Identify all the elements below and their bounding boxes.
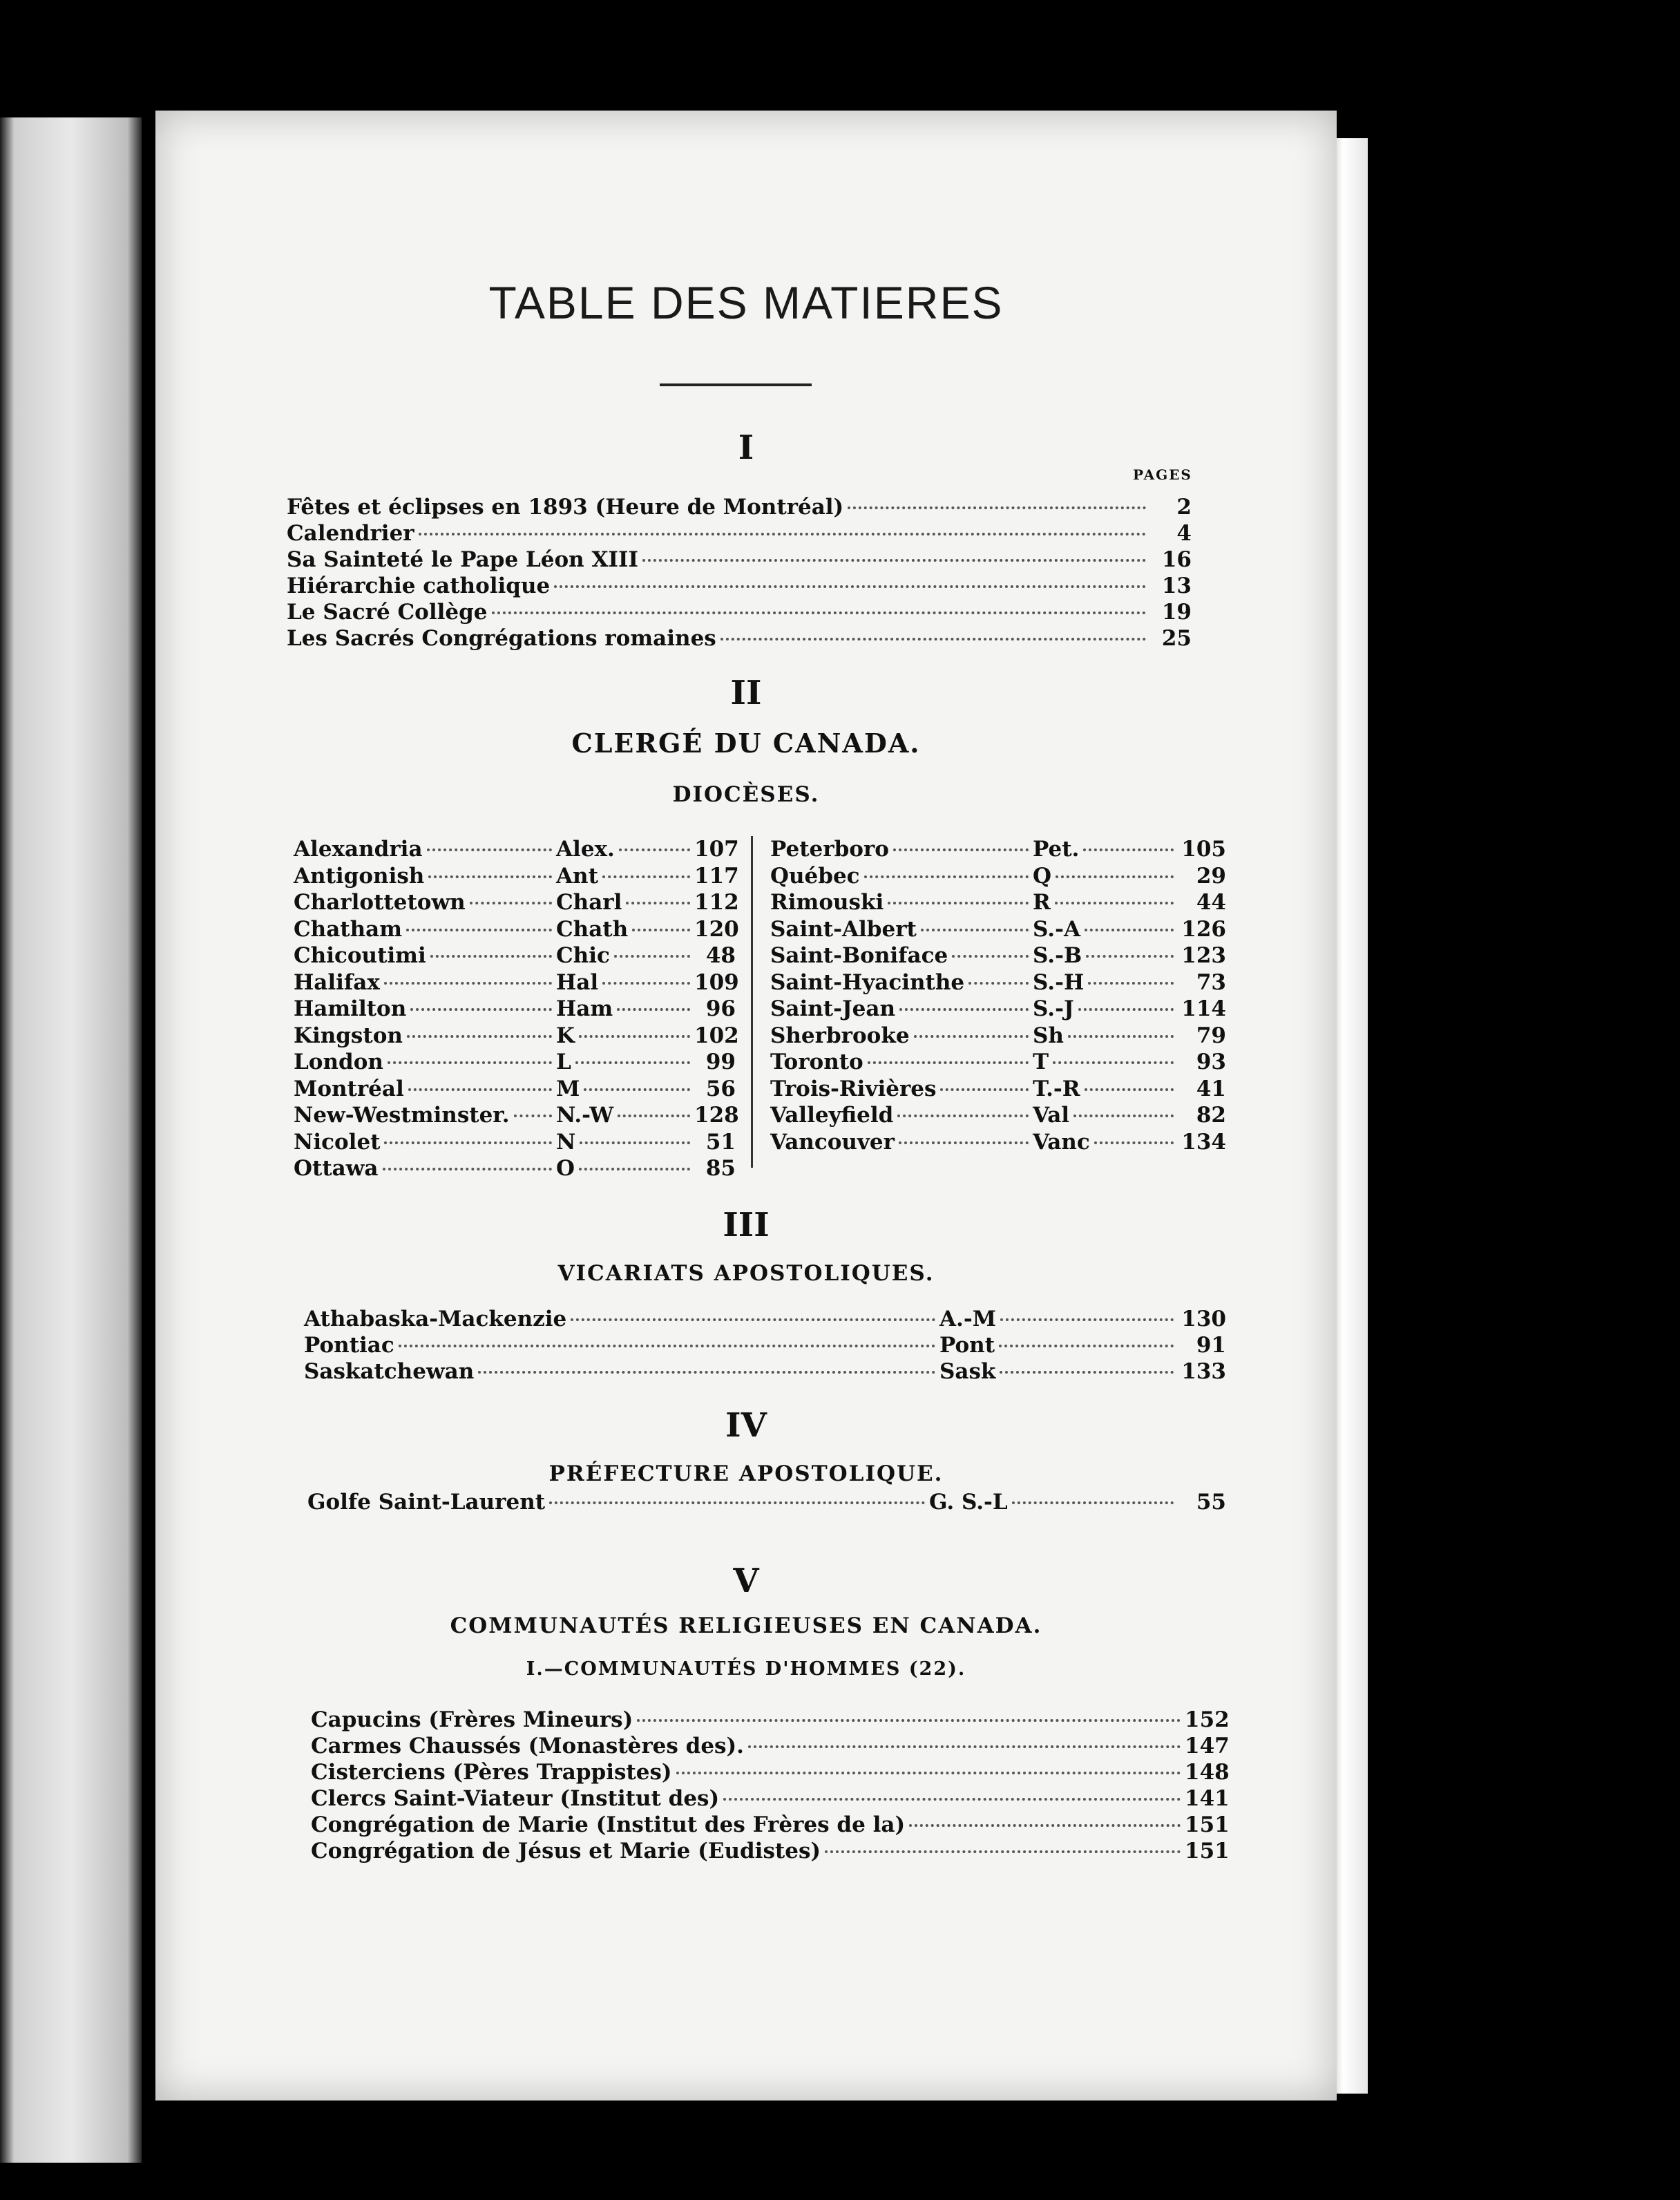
title-rule bbox=[660, 383, 812, 386]
section-5-heading: COMMUNAUTÉS RELIGIEUSES EN CANADA. bbox=[450, 1613, 1042, 1638]
entry-name: Hamilton bbox=[294, 996, 407, 1021]
entry-page-number: 130 bbox=[1181, 1307, 1226, 1331]
toc-entry[interactable] bbox=[770, 1023, 1226, 1049]
toc-entry[interactable] bbox=[311, 1785, 1230, 1812]
column-divider bbox=[751, 836, 753, 1168]
entry-name: Chatham bbox=[294, 916, 403, 942]
dot-leader bbox=[897, 1115, 1029, 1117]
dot-leader bbox=[1012, 1501, 1174, 1504]
entry-abbreviation: S.-J bbox=[1033, 996, 1074, 1021]
entry-abbreviation: N bbox=[556, 1129, 576, 1155]
toc-entry[interactable] bbox=[770, 836, 1226, 862]
dot-leader bbox=[748, 1745, 1181, 1748]
entry-page-number: 93 bbox=[1196, 1050, 1226, 1074]
section-3-number: III bbox=[723, 1206, 770, 1244]
entry-name: London bbox=[294, 1050, 383, 1074]
section-2-subheading: DIOCÈSES. bbox=[672, 782, 820, 807]
entry-name: Saint-Boniface bbox=[770, 943, 948, 968]
entry-page-number: 55 bbox=[1196, 1490, 1226, 1515]
toc-entry[interactable] bbox=[311, 1733, 1230, 1759]
entry-name: Charlottetown bbox=[294, 890, 466, 915]
entry-page-number: 13 bbox=[1161, 573, 1192, 598]
entry-name: Saint-Albert bbox=[770, 916, 917, 942]
toc-entry[interactable] bbox=[287, 599, 1192, 625]
dot-leader bbox=[1086, 955, 1174, 958]
entry-page-number: 109 bbox=[694, 969, 739, 995]
entry-page-number: 133 bbox=[1181, 1359, 1226, 1384]
dot-leader bbox=[632, 929, 690, 931]
toc-entry[interactable] bbox=[287, 520, 1192, 547]
toc-entry[interactable] bbox=[294, 836, 739, 862]
dot-leader bbox=[470, 902, 552, 904]
entry-label: Carmes Chaussés (Monastères des). bbox=[311, 1734, 744, 1758]
entry-page-number: 48 bbox=[705, 943, 736, 968]
entry-page-number: 112 bbox=[694, 890, 739, 915]
toc-entry[interactable] bbox=[304, 1332, 1226, 1358]
dot-leader bbox=[899, 1141, 1029, 1144]
dot-leader bbox=[579, 1168, 690, 1170]
dot-leader bbox=[614, 955, 690, 958]
entry-name: Peterboro bbox=[770, 837, 889, 862]
dot-leader bbox=[825, 1850, 1181, 1853]
dot-leader bbox=[893, 848, 1029, 851]
toc-entry[interactable] bbox=[770, 1102, 1226, 1128]
entry-label: Congrégation de Marie (Institut des Frères de la) bbox=[311, 1812, 906, 1837]
dot-leader bbox=[1073, 1115, 1174, 1117]
dot-leader bbox=[584, 1088, 690, 1091]
entry-page-number: 4 bbox=[1176, 521, 1192, 546]
toc-entry[interactable] bbox=[294, 1076, 736, 1102]
dot-leader bbox=[1085, 929, 1174, 931]
entry-name: Vancouver bbox=[770, 1129, 895, 1155]
entry-name: Athabaska-Mackenzie bbox=[304, 1307, 567, 1331]
dot-leader bbox=[1000, 1318, 1174, 1321]
dot-leader bbox=[514, 1115, 552, 1117]
entry-page-number: 114 bbox=[1181, 996, 1226, 1021]
entry-page-number: 29 bbox=[1196, 863, 1226, 889]
entry-name: Golfe Saint-Laurent bbox=[307, 1490, 546, 1515]
toc-entry[interactable] bbox=[770, 1049, 1226, 1075]
entry-label: Fêtes et éclipses en 1893 (Heure de Montréal) bbox=[287, 495, 844, 520]
entry-label: Sa Sainteté le Pape Léon XIII bbox=[287, 547, 639, 572]
entry-abbreviation: Hal bbox=[556, 969, 599, 995]
entry-label: Hiérarchie catholique bbox=[287, 573, 551, 598]
dot-leader bbox=[388, 1061, 552, 1064]
toc-entry[interactable] bbox=[311, 1838, 1230, 1864]
dot-leader bbox=[720, 638, 1146, 641]
toc-entry[interactable] bbox=[770, 916, 1226, 942]
entry-page-number: 120 bbox=[694, 916, 739, 942]
entry-page-number: 82 bbox=[1196, 1103, 1226, 1128]
dot-leader bbox=[968, 982, 1029, 985]
toc-entry[interactable] bbox=[294, 1155, 736, 1182]
dot-leader bbox=[940, 1088, 1029, 1091]
dot-leader bbox=[384, 1141, 552, 1144]
toc-entry[interactable] bbox=[304, 1306, 1226, 1332]
entry-abbreviation: Val bbox=[1033, 1103, 1070, 1128]
entry-page-number: 56 bbox=[705, 1076, 736, 1101]
entry-abbreviation: N.-W bbox=[556, 1103, 614, 1128]
entry-page-number: 152 bbox=[1185, 1707, 1230, 1732]
entry-name: Montréal bbox=[294, 1076, 404, 1101]
entry-abbreviation: Ant bbox=[556, 863, 598, 889]
entry-name: Kingston bbox=[294, 1023, 403, 1048]
entry-page-number: 2 bbox=[1176, 495, 1192, 520]
toc-entry[interactable] bbox=[294, 1049, 736, 1075]
toc-entry[interactable] bbox=[294, 969, 739, 996]
entry-abbreviation: G. S.-L bbox=[929, 1490, 1008, 1515]
dot-leader bbox=[492, 611, 1146, 614]
toc-entry[interactable] bbox=[770, 889, 1226, 916]
entry-name: Alexandria bbox=[294, 837, 423, 862]
entry-abbreviation: Pont bbox=[939, 1333, 995, 1358]
entry-page-number: 141 bbox=[1185, 1786, 1230, 1811]
toc-entry[interactable] bbox=[294, 942, 736, 969]
toc-entry[interactable] bbox=[311, 1707, 1230, 1733]
entry-abbreviation: R bbox=[1033, 890, 1051, 915]
entry-abbreviation: Sh bbox=[1033, 1023, 1064, 1048]
dot-leader bbox=[888, 902, 1029, 904]
entry-abbreviation: Alex. bbox=[556, 837, 615, 862]
adjacent-page-edge bbox=[0, 117, 142, 2163]
entry-label: Congrégation de Jésus et Marie (Eudistes) bbox=[311, 1839, 821, 1864]
dot-leader bbox=[1083, 848, 1174, 851]
entry-label: Les Sacrés Congrégations romaines bbox=[287, 626, 716, 651]
dot-leader bbox=[408, 1088, 552, 1091]
dot-leader bbox=[1068, 1035, 1174, 1038]
dot-leader bbox=[427, 848, 552, 851]
dot-leader bbox=[428, 875, 552, 878]
entry-abbreviation: A.-M bbox=[939, 1307, 997, 1331]
entry-page-number: 51 bbox=[705, 1129, 736, 1155]
entry-page-number: 147 bbox=[1185, 1734, 1230, 1758]
dot-leader bbox=[1053, 1061, 1174, 1064]
section-4-number: IV bbox=[725, 1406, 767, 1445]
entry-name: Toronto bbox=[770, 1050, 863, 1074]
section-4-heading: PRÉFECTURE APOSTOLIQUE. bbox=[548, 1461, 944, 1486]
dot-leader bbox=[642, 559, 1146, 562]
dot-leader bbox=[478, 1371, 935, 1374]
dot-leader bbox=[1078, 1008, 1174, 1011]
entry-page-number: 79 bbox=[1196, 1023, 1226, 1048]
dot-leader bbox=[921, 929, 1029, 931]
section-2-heading: CLERGÉ DU CANADA. bbox=[571, 728, 921, 759]
document-page bbox=[155, 111, 1337, 2101]
entry-abbreviation: Charl bbox=[556, 890, 622, 915]
entry-page-number: 148 bbox=[1185, 1760, 1230, 1785]
dot-leader bbox=[1088, 982, 1174, 985]
dot-leader bbox=[419, 533, 1146, 535]
entry-label: Clercs Saint-Viateur (Institut des) bbox=[311, 1786, 720, 1811]
toc-entry[interactable] bbox=[770, 1129, 1226, 1155]
toc-entry[interactable] bbox=[287, 547, 1192, 573]
dot-leader bbox=[407, 1035, 552, 1038]
dot-leader bbox=[602, 875, 690, 878]
dot-leader bbox=[575, 1061, 690, 1064]
entry-name: Chicoutimi bbox=[294, 943, 426, 968]
entry-page-number: 91 bbox=[1196, 1333, 1226, 1358]
entry-name: Halifax bbox=[294, 969, 380, 995]
toc-entry[interactable] bbox=[287, 625, 1192, 652]
dot-leader bbox=[384, 982, 552, 985]
toc-entry[interactable] bbox=[770, 863, 1226, 889]
entry-abbreviation: S.-A bbox=[1033, 916, 1080, 942]
page-title: TABLE DES MATIERES bbox=[488, 277, 1004, 328]
toc-entry[interactable] bbox=[287, 573, 1192, 599]
entry-page-number: 25 bbox=[1161, 626, 1192, 651]
dot-leader bbox=[549, 1501, 925, 1504]
toc-entry[interactable] bbox=[294, 1102, 739, 1128]
entry-page-number: 96 bbox=[705, 996, 736, 1021]
entry-page-number: 99 bbox=[705, 1050, 736, 1074]
dot-leader bbox=[1094, 1141, 1174, 1144]
section-2-number: II bbox=[730, 674, 762, 712]
entry-name: Nicolet bbox=[294, 1129, 381, 1155]
entry-name: Rimouski bbox=[770, 890, 884, 915]
dot-leader bbox=[723, 1798, 1181, 1801]
entry-abbreviation: S.-H bbox=[1033, 969, 1085, 995]
entry-page-number: 117 bbox=[694, 863, 739, 889]
dot-leader bbox=[914, 1035, 1029, 1038]
section-5-subheading: I.—COMMUNAUTÉS D'HOMMES (22). bbox=[526, 1658, 966, 1680]
toc-entry[interactable] bbox=[287, 494, 1192, 520]
dot-leader bbox=[899, 1008, 1029, 1011]
toc-entry[interactable] bbox=[311, 1812, 1230, 1838]
entry-abbreviation: Ham bbox=[556, 996, 613, 1021]
entry-abbreviation: Q bbox=[1033, 863, 1052, 889]
entry-name: Québec bbox=[770, 863, 860, 889]
entry-name: Pontiac bbox=[304, 1333, 394, 1358]
entry-abbreviation: Vanc bbox=[1033, 1129, 1090, 1155]
toc-entry[interactable] bbox=[770, 942, 1226, 969]
entry-label: Le Sacré Collège bbox=[287, 600, 488, 625]
entry-abbreviation: Pet. bbox=[1033, 837, 1080, 862]
dot-leader bbox=[637, 1719, 1181, 1722]
entry-page-number: 105 bbox=[1181, 837, 1226, 862]
toc-entry[interactable] bbox=[294, 996, 736, 1022]
dot-leader bbox=[430, 955, 552, 958]
entry-name: Saint-Jean bbox=[770, 996, 895, 1021]
toc-entry[interactable] bbox=[294, 1129, 736, 1155]
entry-abbreviation: M bbox=[556, 1076, 580, 1101]
entry-abbreviation: Sask bbox=[939, 1359, 996, 1384]
entry-abbreviation: S.-B bbox=[1033, 943, 1082, 968]
entry-abbreviation: Chic bbox=[556, 943, 610, 968]
dot-leader bbox=[580, 1141, 690, 1144]
entry-page-number: 16 bbox=[1161, 547, 1192, 572]
entry-name: Saskatchewan bbox=[304, 1359, 475, 1384]
entry-page-number: 73 bbox=[1196, 969, 1226, 995]
dot-leader bbox=[617, 1008, 690, 1011]
toc-entry[interactable] bbox=[294, 889, 739, 916]
entry-page-number: 102 bbox=[694, 1023, 739, 1048]
pages-column-label: PAGES bbox=[1133, 466, 1192, 483]
entry-label: Calendrier bbox=[287, 521, 414, 546]
dot-leader bbox=[676, 1772, 1181, 1774]
dot-leader bbox=[618, 1115, 690, 1117]
entry-page-number: 19 bbox=[1161, 600, 1192, 625]
entry-page-number: 128 bbox=[694, 1103, 739, 1128]
dot-leader bbox=[864, 875, 1029, 878]
dot-leader bbox=[410, 1008, 552, 1011]
toc-entry[interactable] bbox=[307, 1489, 1226, 1515]
entry-name: Valleyfield bbox=[770, 1103, 894, 1128]
entry-abbreviation: T bbox=[1033, 1050, 1049, 1074]
section-5-number: V bbox=[733, 1562, 759, 1600]
entry-abbreviation: Chath bbox=[556, 916, 629, 942]
entry-abbreviation: L bbox=[556, 1050, 571, 1074]
dot-leader bbox=[848, 506, 1146, 509]
entry-name: Saint-Hyacinthe bbox=[770, 969, 965, 995]
section-1-number: I bbox=[738, 428, 754, 467]
toc-entry[interactable] bbox=[770, 996, 1226, 1022]
entry-abbreviation: T.-R bbox=[1033, 1076, 1080, 1101]
entry-name: New-Westminster. bbox=[294, 1103, 510, 1128]
dot-leader bbox=[1085, 1088, 1174, 1091]
dot-leader bbox=[619, 848, 690, 851]
entry-page-number: 44 bbox=[1196, 890, 1226, 915]
entry-label: Capucins (Frères Mineurs) bbox=[311, 1707, 633, 1732]
entry-page-number: 134 bbox=[1181, 1129, 1226, 1155]
dot-leader bbox=[999, 1345, 1174, 1347]
entry-page-number: 151 bbox=[1185, 1839, 1230, 1864]
entry-page-number: 151 bbox=[1185, 1812, 1230, 1837]
entry-page-number: 85 bbox=[705, 1156, 736, 1181]
toc-entry[interactable] bbox=[304, 1358, 1226, 1385]
entry-page-number: 41 bbox=[1196, 1076, 1226, 1101]
dot-leader bbox=[909, 1824, 1181, 1827]
entry-page-number: 123 bbox=[1181, 943, 1226, 968]
entry-page-number: 107 bbox=[694, 837, 739, 862]
dot-leader bbox=[1055, 902, 1174, 904]
dot-leader bbox=[602, 982, 690, 985]
toc-entry[interactable] bbox=[294, 1023, 739, 1049]
dot-leader bbox=[952, 955, 1029, 958]
toc-entry[interactable] bbox=[770, 1076, 1226, 1102]
dot-leader bbox=[579, 1035, 690, 1038]
toc-entry[interactable] bbox=[294, 863, 739, 889]
dot-leader bbox=[571, 1318, 935, 1321]
entry-name: Ottawa bbox=[294, 1156, 379, 1181]
dot-leader bbox=[399, 1345, 935, 1347]
dot-leader bbox=[383, 1168, 552, 1170]
entry-label: Cisterciens (Pères Trappistes) bbox=[311, 1760, 672, 1785]
section-3-heading: VICARIATS APOSTOLIQUES. bbox=[557, 1261, 935, 1286]
toc-entry[interactable] bbox=[311, 1759, 1230, 1785]
dot-leader bbox=[406, 929, 552, 931]
dot-leader bbox=[1056, 875, 1174, 878]
dot-leader bbox=[868, 1061, 1029, 1064]
dot-leader bbox=[554, 585, 1146, 588]
dot-leader bbox=[626, 902, 690, 904]
toc-entry[interactable] bbox=[770, 969, 1226, 996]
entry-name: Sherbrooke bbox=[770, 1023, 910, 1048]
entry-name: Antigonish bbox=[294, 863, 425, 889]
entry-page-number: 126 bbox=[1181, 916, 1226, 942]
entry-abbreviation: O bbox=[556, 1156, 575, 1181]
toc-entry[interactable] bbox=[294, 916, 739, 942]
entry-name: Trois-Rivières bbox=[770, 1076, 937, 1101]
dot-leader bbox=[1000, 1371, 1174, 1374]
entry-abbreviation: K bbox=[556, 1023, 575, 1048]
